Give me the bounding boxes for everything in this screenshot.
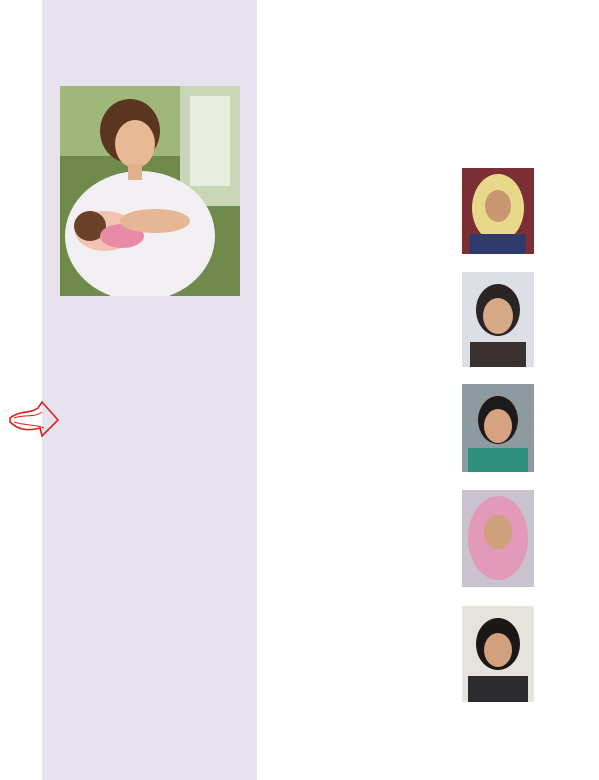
portrait-zalilah-mohd-shariff — [462, 490, 534, 587]
portrait-haliza-abdul-mutalib — [462, 272, 534, 367]
photo-illustration — [60, 86, 240, 296]
portrait-halina-haron — [462, 606, 534, 702]
portrait-putri-zabariah — [462, 168, 534, 254]
red-arrow-icon — [8, 400, 60, 440]
cover-photo-breastfeeding — [60, 86, 240, 296]
portrait-norlijah-othman — [462, 384, 534, 472]
